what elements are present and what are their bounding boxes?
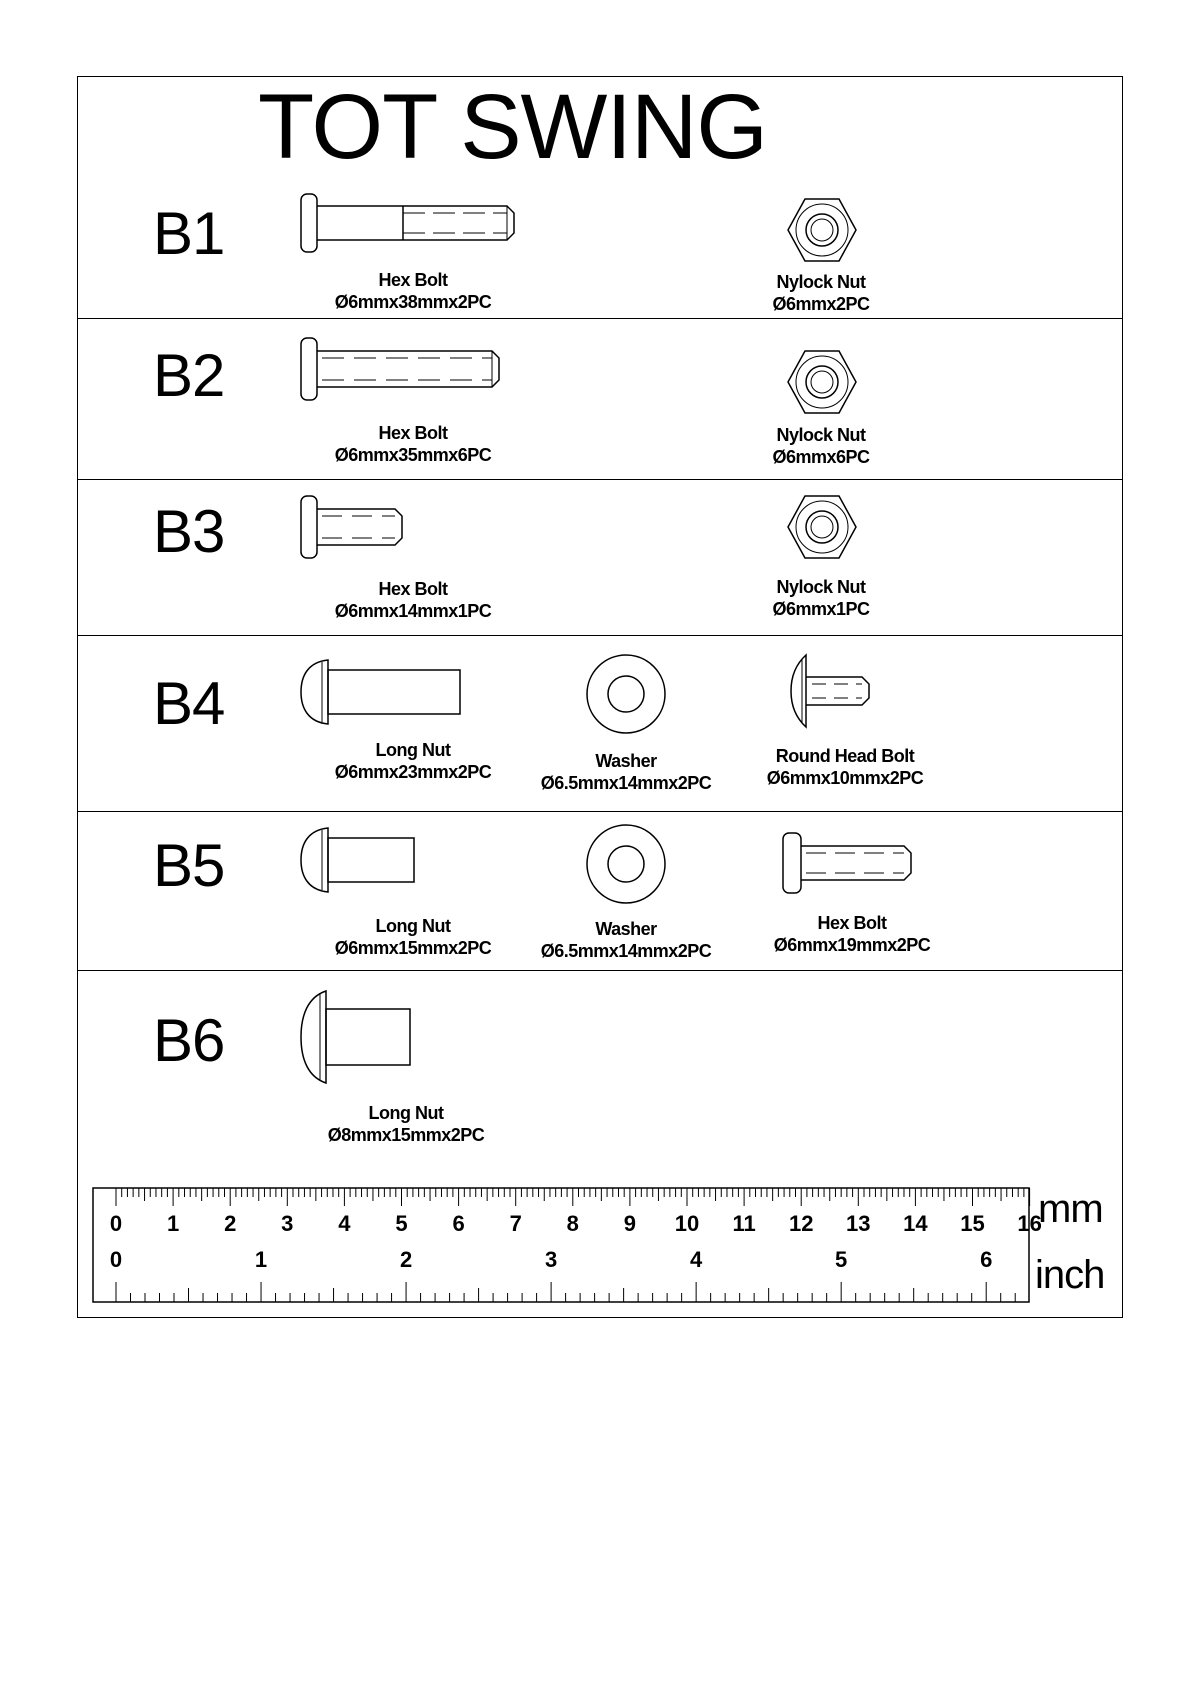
inch-label: 3 bbox=[544, 1247, 558, 1272]
cm-label: 4 bbox=[338, 1211, 351, 1236]
cm-label: 2 bbox=[224, 1211, 237, 1236]
row-code: B3 bbox=[153, 498, 225, 565]
row-b6 bbox=[78, 971, 1122, 1151]
row-code: B1 bbox=[153, 200, 225, 267]
inch-label: 4 bbox=[690, 1247, 703, 1272]
cm-label: 3 bbox=[281, 1211, 294, 1236]
row-b5 bbox=[78, 812, 1122, 971]
row-b1 bbox=[78, 77, 1122, 319]
part-label: Long Nut Ø8mmx15mmx2PC bbox=[327, 1103, 485, 1145]
cm-label: 16 bbox=[1017, 1211, 1042, 1236]
nylock-nut-icon bbox=[788, 494, 858, 560]
hex-bolt-icon bbox=[300, 494, 410, 560]
inch-label: 2 bbox=[399, 1247, 413, 1272]
long-nut-icon bbox=[300, 656, 470, 728]
cm-label: 14 bbox=[903, 1211, 928, 1236]
long-nut-icon bbox=[300, 824, 430, 896]
part-label: Long Nut Ø6mmx23mmx2PC bbox=[334, 740, 492, 782]
part-label: Hex Bolt Ø6mmx14mmx1PC bbox=[334, 579, 492, 621]
row-b4 bbox=[78, 636, 1122, 812]
part-label: Hex Bolt Ø6mmx38mmx2PC bbox=[334, 270, 492, 312]
hex-bolt-icon bbox=[300, 192, 540, 257]
part-label: Washer Ø6.5mmx14mmx2PC bbox=[540, 919, 712, 961]
inch-label: 0 bbox=[109, 1247, 123, 1272]
long-nut-icon bbox=[300, 989, 430, 1085]
cm-label: 15 bbox=[960, 1211, 985, 1236]
cm-label: 8 bbox=[566, 1211, 579, 1236]
nylock-nut-icon bbox=[788, 349, 858, 415]
round-head-bolt-icon bbox=[790, 653, 880, 731]
inch-scale bbox=[110, 1247, 1015, 1302]
row-code: B6 bbox=[153, 1007, 225, 1074]
cm-label: 10 bbox=[674, 1211, 700, 1236]
inch-label: 5 bbox=[835, 1247, 848, 1272]
washer-icon bbox=[585, 653, 667, 735]
cm-label: 13 bbox=[846, 1211, 871, 1236]
cm-label: 1 bbox=[166, 1211, 180, 1236]
inch-label: 1 bbox=[254, 1247, 268, 1272]
row-b2 bbox=[78, 319, 1122, 480]
part-label: Long Nut Ø6mmx15mmx2PC bbox=[334, 916, 492, 958]
cm-label: 12 bbox=[788, 1211, 814, 1236]
hex-bolt-icon bbox=[782, 831, 922, 897]
cm-label: 7 bbox=[509, 1211, 522, 1236]
part-label: Round Head Bolt Ø6mmx10mmx2PC bbox=[766, 746, 924, 788]
nylock-nut-icon bbox=[788, 197, 858, 263]
part-label: Nylock Nut Ø6mmx2PC bbox=[772, 272, 870, 314]
washer-icon bbox=[585, 823, 667, 905]
measurement-ruler bbox=[92, 1187, 1042, 1307]
cm-label: 11 bbox=[732, 1211, 756, 1236]
cm-label: 0 bbox=[109, 1211, 123, 1236]
part-label: Nylock Nut Ø6mmx1PC bbox=[772, 577, 870, 619]
hex-bolt-icon bbox=[300, 336, 510, 404]
page-title: TOT SWING bbox=[258, 76, 767, 178]
part-label: Nylock Nut Ø6mmx6PC bbox=[772, 425, 870, 467]
parts-sheet bbox=[77, 76, 1123, 1318]
part-label: Hex Bolt Ø6mmx19mmx2PC bbox=[773, 913, 931, 955]
inch-label: 6 bbox=[980, 1247, 993, 1272]
part-label: Hex Bolt Ø6mmx35mmx6PC bbox=[334, 423, 492, 465]
inch-unit-label: inch bbox=[1035, 1253, 1105, 1297]
mm-unit-label: mm bbox=[1038, 1187, 1103, 1231]
cm-label: 9 bbox=[623, 1211, 637, 1236]
cm-label: 5 bbox=[395, 1211, 408, 1236]
part-label: Washer Ø6.5mmx14mmx2PC bbox=[540, 751, 712, 793]
cm-label: 6 bbox=[452, 1211, 465, 1236]
row-b3 bbox=[78, 480, 1122, 636]
mm-scale bbox=[110, 1188, 1042, 1236]
row-code: B5 bbox=[153, 832, 225, 899]
row-code: B2 bbox=[153, 342, 225, 409]
row-code: B4 bbox=[153, 670, 225, 737]
